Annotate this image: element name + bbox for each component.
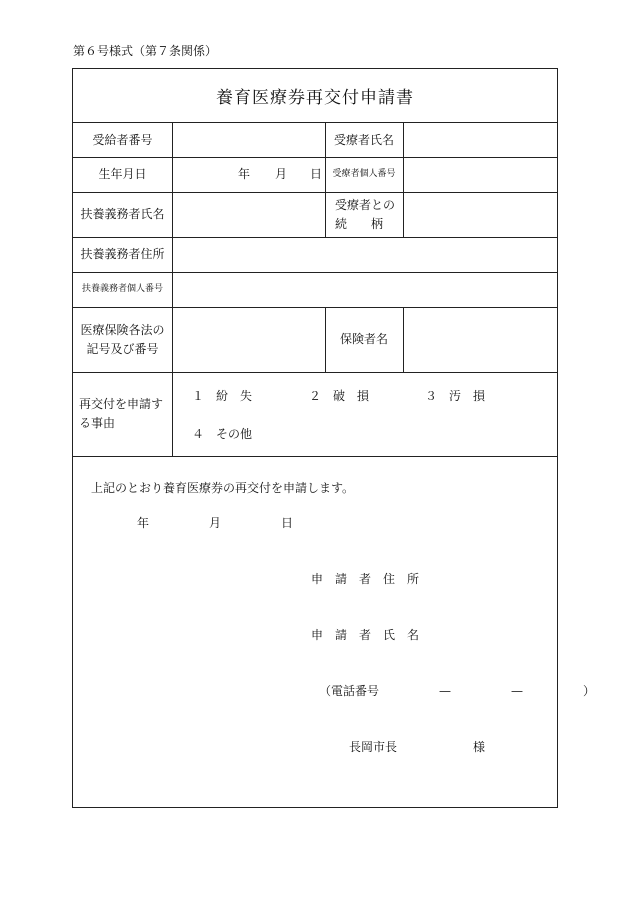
birth-date-label: 生年月日 bbox=[98, 167, 147, 181]
recipient-number-field[interactable] bbox=[172, 123, 325, 157]
guardian-name-label: 扶養義務者氏名 bbox=[80, 207, 165, 221]
application-date-line[interactable]: 年 月 日 bbox=[137, 516, 294, 530]
recipient-name-label: 受療者氏名 bbox=[333, 132, 394, 147]
reason-other-option[interactable]: ４ その他 bbox=[192, 427, 253, 441]
application-form bbox=[72, 68, 596, 808]
guardian-address-field[interactable] bbox=[172, 237, 557, 272]
form-code: 第６号様式（第７条関係） bbox=[73, 44, 218, 58]
recipient-number-label: 受給者番号 bbox=[92, 132, 153, 147]
relation-label-line1: 受療者との bbox=[335, 197, 396, 212]
reason-label bbox=[73, 372, 172, 456]
insurer-name-label: 保険者名 bbox=[339, 332, 388, 346]
insurance-number-label bbox=[73, 307, 172, 372]
birth-year-unit: 年 bbox=[238, 167, 251, 181]
recipient-name-field[interactable] bbox=[403, 123, 557, 157]
reason-soiled-option[interactable]: ３ 汚 損 bbox=[425, 389, 486, 403]
birth-date-field[interactable] bbox=[172, 157, 325, 192]
form-title: 養育医療券再交付申請書 bbox=[73, 69, 557, 123]
phone-number-line[interactable]: （電話番号 — — ） bbox=[319, 684, 596, 698]
reason-lost-option[interactable]: １ 紛 失 bbox=[192, 389, 253, 403]
insurance-label-line2: 記号及び番号 bbox=[86, 341, 159, 356]
declaration-statement: 上記のとおり養育医療券の再交付を申請します。 bbox=[91, 481, 355, 495]
birth-day-unit: 日 bbox=[310, 167, 323, 181]
applicant-name-label: 申 請 者 氏 名 bbox=[311, 628, 420, 642]
guardian-personal-number-field[interactable] bbox=[172, 272, 557, 307]
recipient-personal-number-field[interactable] bbox=[403, 157, 557, 192]
reason-damaged-option[interactable]: ２ 破 損 bbox=[309, 389, 370, 403]
addressee-mayor: 長岡市長 bbox=[349, 740, 398, 754]
relation-label-line2: 続 柄 bbox=[335, 216, 384, 231]
honorific-sama: 様 bbox=[473, 740, 486, 754]
insurer-name-field[interactable] bbox=[403, 307, 557, 372]
applicant-address-label: 申 請 者 住 所 bbox=[311, 572, 420, 586]
reason-label-line1: 再交付を申請す bbox=[79, 397, 164, 411]
relation-label bbox=[325, 192, 403, 237]
insurance-label-line1: 医療保険各法の bbox=[80, 322, 165, 337]
reason-label-line2: る事由 bbox=[79, 416, 116, 430]
birth-month-unit: 月 bbox=[275, 167, 288, 181]
relation-field[interactable] bbox=[403, 192, 557, 237]
guardian-address-label: 扶養義務者住所 bbox=[80, 247, 165, 261]
recipient-personal-number-label: 受療者個人番号 bbox=[332, 169, 396, 179]
guardian-personal-number-label: 扶養義務者個人番号 bbox=[81, 284, 163, 294]
insurance-number-field[interactable] bbox=[172, 307, 325, 372]
guardian-name-field[interactable] bbox=[172, 192, 325, 237]
